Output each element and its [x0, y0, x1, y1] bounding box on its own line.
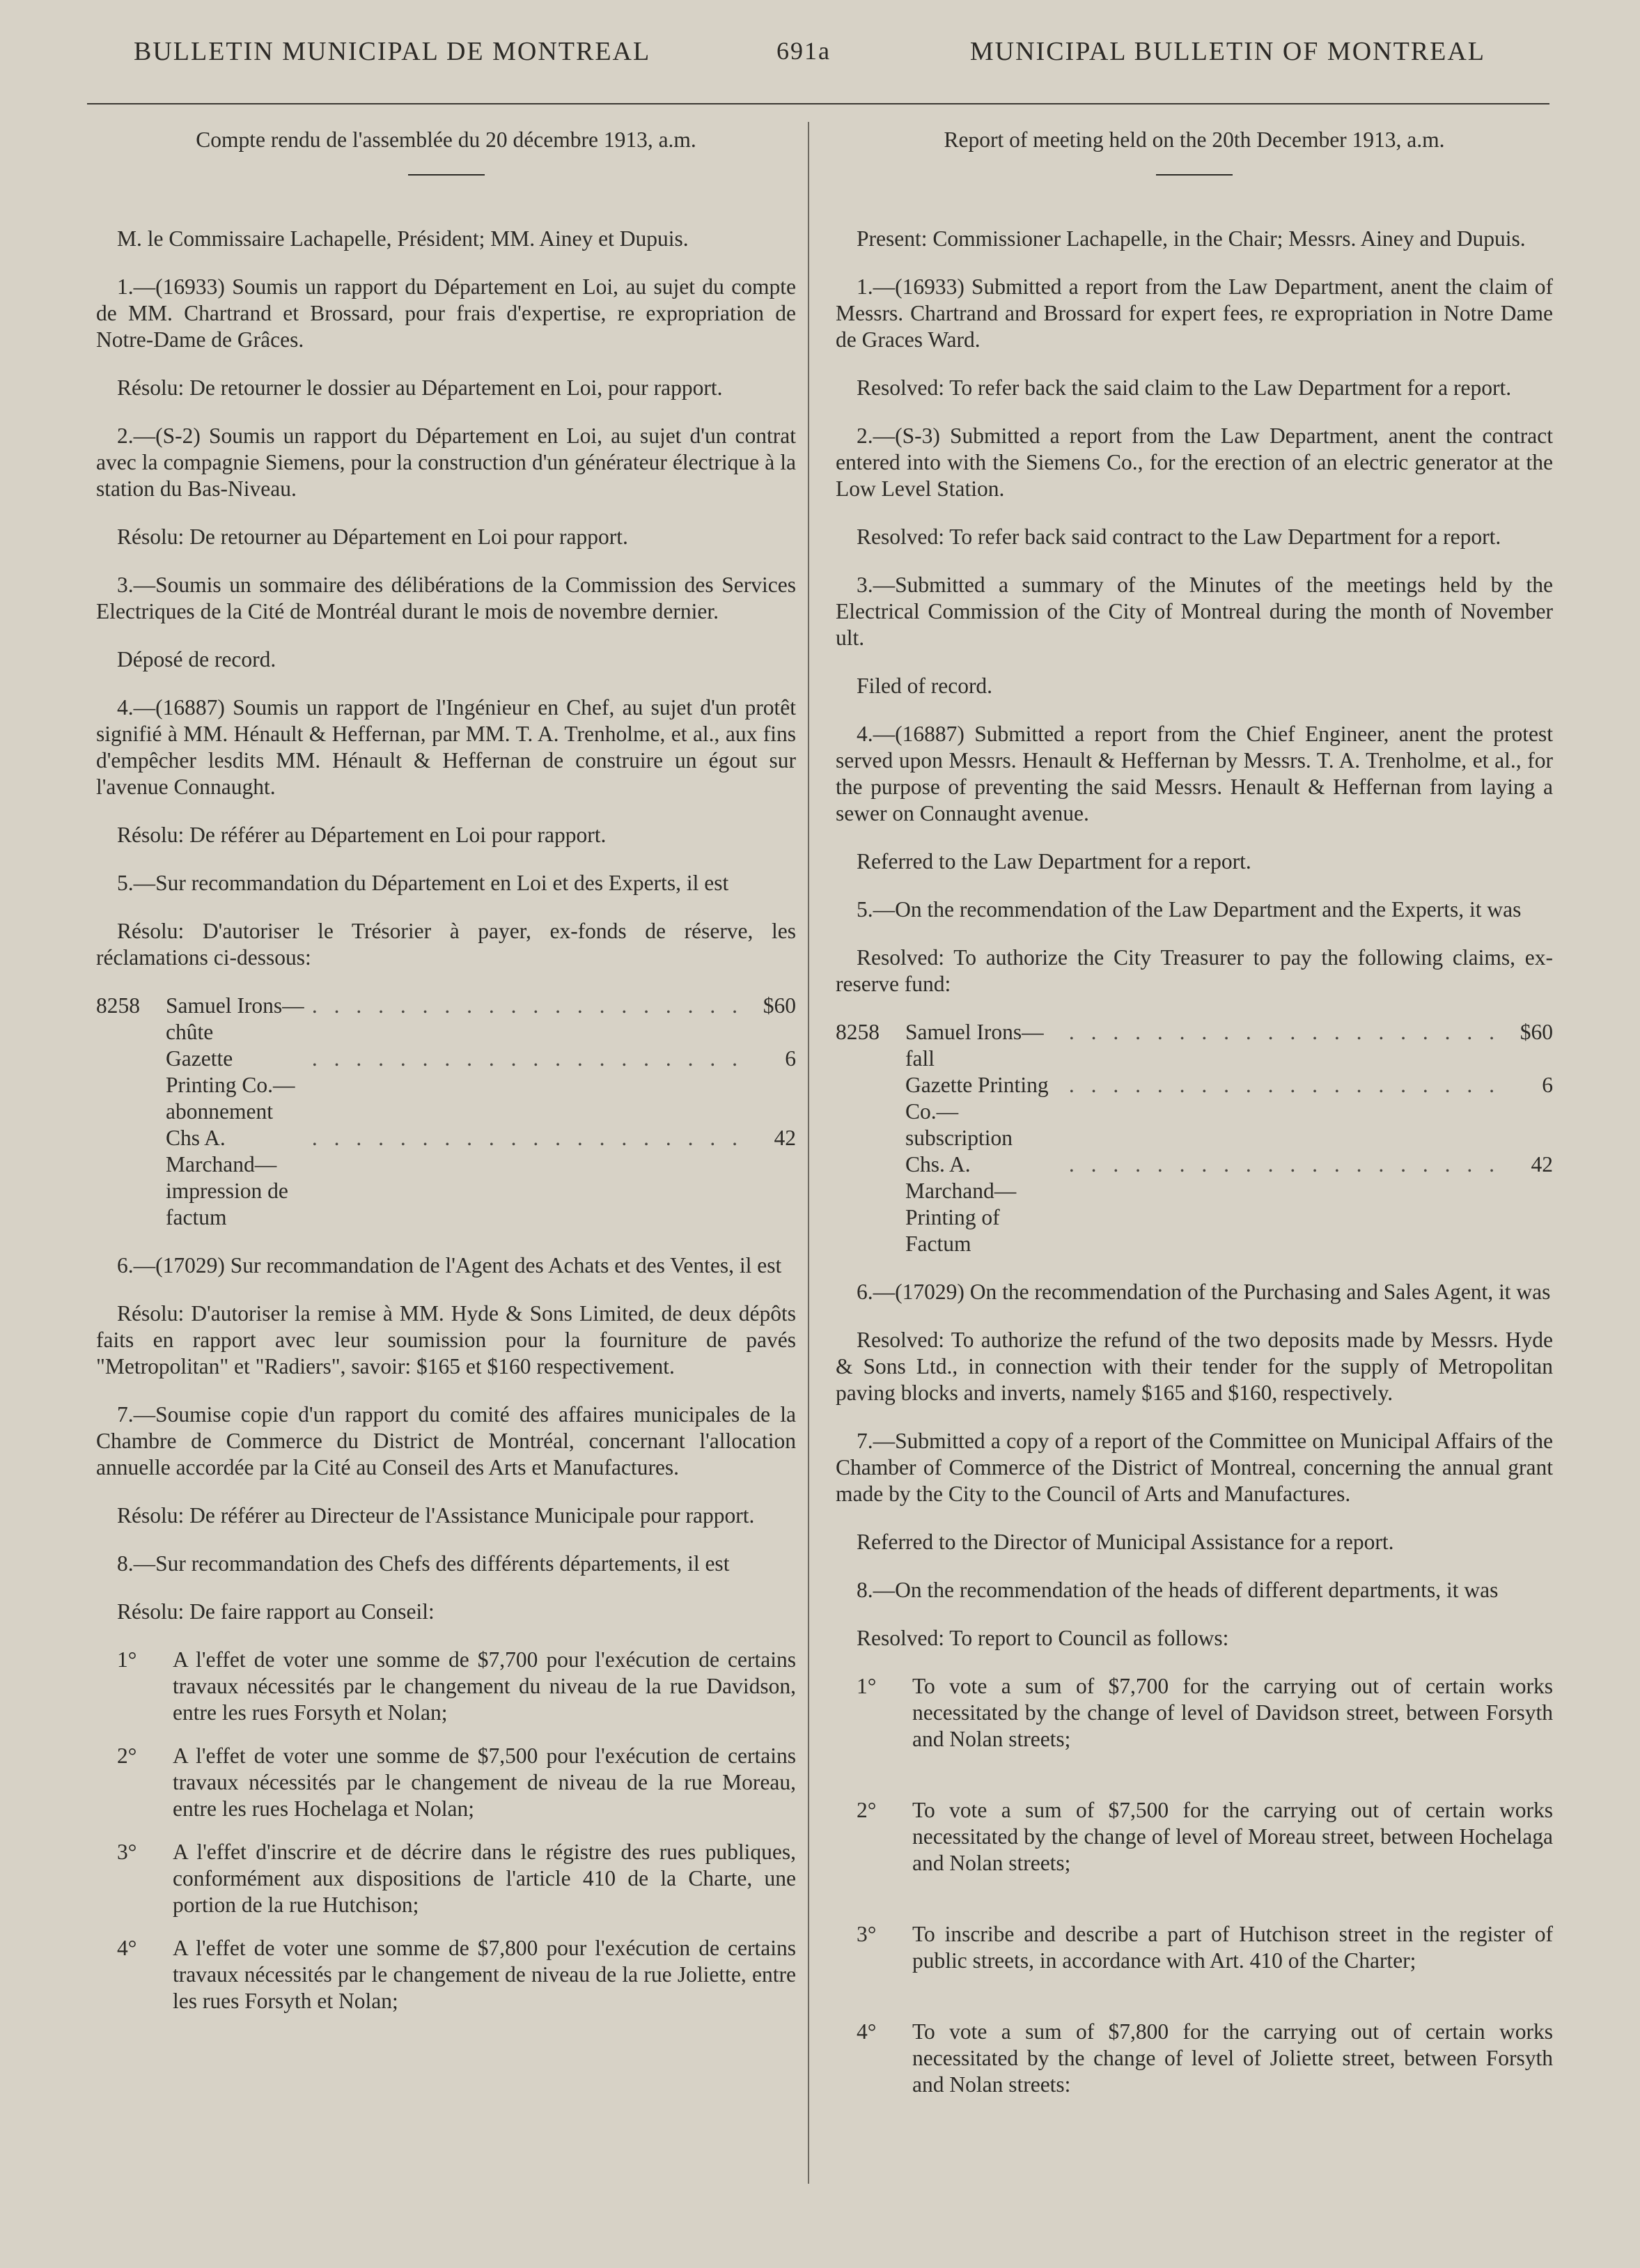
leader-dots: . . . . . . . . . . . . . . . . . . . .: [311, 993, 743, 1018]
en-resolution-8: Resolved: To report to Council as follows:: [857, 1626, 1229, 1650]
fr-item-6: 6.—(17029) Sur recommandation de l'Agent des Achats et des Ventes, il est: [117, 1253, 782, 1277]
en-council-item-number: 1°: [857, 1674, 877, 1698]
en-item-4: 4.—(16887) Submitted a report from the Chief Engineer, anent the protest served upon Messrs. Henault & Heffernan by Messrs. T. A. Trenholme, et al., for the purpose of preventing the said Messrs. Henault & Heffernan from laying a sewer on Connaught avenue.: [836, 722, 1553, 825]
fr-claim-text: Samuel Irons—chûte: [166, 993, 304, 1044]
en-council-item: [836, 1921, 1553, 1974]
en-item-6: 6.—(17029) On the recommendation of the Purchasing and Sales Agent, it was: [857, 1280, 1551, 1304]
fr-resolution-8: Résolu: De faire rapport au Conseil:: [117, 1599, 435, 1624]
fr-claim-amount: 42: [774, 1126, 796, 1150]
fr-meeting-title: Compte rendu de l'assemblée du 20 décembre 1913, a.m.: [196, 127, 696, 152]
en-council-item-text: To vote a sum of $7,700 for the carrying out of certain works necessitated by the change of level of Davidson street, between Forsyth and Nolan streets;: [912, 1674, 1553, 1751]
en-resolution-5: Resolved: To authorize the City Treasurer to pay the following claims, ex-reserve fund:: [836, 945, 1553, 996]
en-council-item: [836, 1673, 1553, 1753]
fr-claim-text: Gazette Printing Co.—abonnement: [166, 1046, 295, 1124]
en-resolution-7: Referred to the Director of Municipal Assistance for a report.: [857, 1530, 1394, 1554]
en-item-1: 1.—(16933) Submitted a report from the Law Department, anent the claim of Messrs. Chartrand and Brossard for expert fees, re expropriation in Notre Dame de Graces Ward.: [836, 274, 1553, 352]
en-council-item-number: 4°: [857, 2019, 877, 2044]
fr-resolution-6: Résolu: D'autoriser la remise à MM. Hyde & Sons Limited, de deux dépôts faits en rapport avec leur soumission pour la fourniture de pavés "Metropolitan" et "Radiers", savoir: $165 et $160 respectivement.: [96, 1301, 796, 1378]
fr-claim-row: [96, 993, 796, 1046]
column-divider: [808, 122, 809, 2184]
leader-dots: . . . . . . . . . . . . . . . . . . . .: [1068, 1020, 1500, 1044]
fr-resolution-4: Résolu: De référer au Département en Loi pour rapport.: [117, 823, 607, 847]
en-council-item-number: 2°: [857, 1798, 877, 1822]
fr-resolution-5: Résolu: D'autoriser le Trésorier à payer, ex-fonds de réserve, les réclamations ci-dessous:: [96, 919, 796, 970]
en-council-item: [836, 2019, 1553, 2098]
en-claim-text: Chs. A. Marchand—Printing of Factum: [905, 1152, 1017, 1256]
en-claim-amount: $60: [1520, 1020, 1553, 1044]
en-resolution-4: Referred to the Law Department for a report.: [857, 849, 1251, 873]
en-meeting-title: Report of meeting held on the 20th December 1913, a.m.: [944, 127, 1445, 152]
en-claim-row: [836, 1072, 1553, 1151]
french-column: [96, 127, 796, 2031]
en-council-item-text: To vote a sum of $7,500 for the carrying out of certain works necessitated by the change of level of Moreau street, between Hochelaga and Nolan streets;: [912, 1798, 1553, 1875]
en-claim-text: Samuel Irons—fall: [905, 1020, 1044, 1071]
fr-council-item: [96, 1743, 796, 1822]
en-item-2: 2.—(S-3) Submitted a report from the Law Department, anent the contract entered into with the Siemens Co., for the erection of an electric generator at the Low Level Station.: [836, 424, 1553, 501]
en-item-8: 8.—On the recommendation of the heads of different departments, it was: [857, 1578, 1499, 1602]
en-item-3: 3.—Submitted a summary of the Minutes of the meetings held by the Electrical Commission of the City of Montreal during the month of November ult.: [836, 573, 1553, 650]
fr-council-item-text: A l'effet de voter une somme de $7,500 pour l'exécution de certains travaux nécessités par le changement de niveau de la rue Moreau, entre les rues Hochelaga et Nolan;: [173, 1743, 796, 1821]
en-council-item: [836, 1797, 1553, 1877]
en-present: Present: Commissioner Lachapelle, in the Chair; Messrs. Ainey and Dupuis.: [857, 226, 1526, 251]
fr-council-item-text: A l'effet de voter une somme de $7,700 pour l'exécution de certains travaux nécessités par le changement du niveau de la rue Davidson, entre les rues Forsyth et Nolan;: [173, 1647, 796, 1725]
fr-council-item-number: 1°: [117, 1647, 137, 1672]
leader-dots: . . . . . . . . . . . . . . . . . . . .: [311, 1046, 743, 1071]
fr-council-item-text: A l'effet de voter une somme de $7,800 pour l'exécution de certains travaux nécessités par le changement de niveau de la rue Joliette, entre les rues Forsyth et Nolan;: [173, 1936, 796, 2013]
fr-council-item-number: 3°: [117, 1840, 137, 1864]
en-claim-row: [836, 1151, 1553, 1257]
fr-item-5: 5.—Sur recommandation du Département en Loi et des Experts, il est: [117, 871, 729, 895]
fr-council-item-number: 2°: [117, 1743, 137, 1768]
fr-council-item: [96, 1647, 796, 1726]
fr-item-2: 2.—(S-2) Soumis un rapport du Département en Loi, au sujet d'un contrat avec la compagnie Siemens, pour la construction d'un générateur électrique à la station du Bas-Niveau.: [96, 424, 796, 501]
english-column: [836, 127, 1553, 2143]
en-claim-amount: 6: [1542, 1073, 1553, 1097]
header-right-title: MUNICIPAL BULLETIN OF MONTREAL: [969, 37, 1485, 66]
page-number: 691a: [776, 37, 831, 65]
fr-resolution-1: Résolu: De retourner le dossier au Département en Loi, pour rapport.: [117, 375, 723, 400]
fr-item-7: 7.—Soumise copie d'un rapport du comité des affaires municipales de la Chambre de Commerce du District de Montréal, concernant l'allocation annuelle accordée par la Cité au Conseil des Arts et Manufactures.: [96, 1402, 796, 1479]
fr-claim-text: Chs A. Marchand—impression de factum: [166, 1126, 288, 1229]
fr-resolution-7: Résolu: De référer au Directeur de l'Assistance Municipale pour rapport.: [117, 1503, 755, 1528]
leader-dots: . . . . . . . . . . . . . . . . . . . .: [311, 1126, 743, 1150]
en-resolution-3: Filed of record.: [857, 674, 993, 698]
en-resolution-6: Resolved: To authorize the refund of the two deposits made by Messrs. Hyde & Sons Ltd., in connection with their tender for the supply of Metropolitan paving blocks and inverts, namely $165 and $160, respectively.: [836, 1328, 1553, 1405]
leader-dots: . . . . . . . . . . . . . . . . . . . .: [1068, 1152, 1500, 1176]
en-claim-amount: 42: [1531, 1152, 1553, 1176]
fr-claim-row: [96, 1046, 796, 1125]
en-resolution-2: Resolved: To refer back said contract to the Law Department for a report.: [857, 525, 1501, 549]
en-claims-list: [836, 1019, 1553, 1257]
en-claim-number: 8258: [836, 1020, 880, 1044]
fr-item-3: 3.—Soumis un sommaire des délibérations de la Commission des Services Electriques de la Cité de Montréal durant le mois de novembre dernier.: [96, 573, 796, 623]
header-left-title: BULLETIN MUNICIPAL DE MONTREAL: [134, 37, 651, 66]
en-item-7: 7.—Submitted a copy of a report of the Committee on Municipal Affairs of the Chamber of Commerce of the District of Montreal, concerning the annual grant made by the City to the Council of Arts and Manufactures.: [836, 1429, 1553, 1506]
fr-claim-amount: $60: [763, 993, 796, 1018]
en-council-item-text: To vote a sum of $7,800 for the carrying out of certain works necessitated by the change of level of Joliette street, between Forsyth and Nolan streets:: [912, 2019, 1553, 2097]
en-claim-text: Gazette Printing Co.—subscription: [905, 1073, 1049, 1150]
fr-claims-list: [96, 993, 796, 1231]
fr-claim-row: [96, 1125, 796, 1231]
fr-item-4: 4.—(16887) Soumis un rapport de l'Ingénieur en Chef, au sujet d'un protêt signifié à MM. Hénault & Heffernan, par MM. T. A. Trenholme, et al., aux fins d'empêcher lesdits MM. Hénault & Heffernan de construire un égout sur l'avenue Connaught.: [96, 695, 796, 799]
header-rule: [87, 103, 1549, 104]
fr-item-8: 8.—Sur recommandation des Chefs des différents départements, il est: [117, 1551, 730, 1576]
en-item-5: 5.—On the recommendation of the Law Department and the Experts, it was: [857, 897, 1522, 922]
fr-claim-number: 8258: [96, 993, 140, 1018]
en-council-item-text: To inscribe and describe a part of Hutchison street in the register of public streets, in accordance with Art. 410 of the Charter;: [912, 1922, 1553, 1973]
en-council-item-number: 3°: [857, 1922, 877, 1946]
fr-council-item-text: A l'effet d'inscrire et de décrire dans le régistre des rues publiques, conformément aux dispositions de l'article 410 de la Charte, une portion de la rue Hutchison;: [173, 1840, 796, 1917]
fr-resolution-2: Résolu: De retourner au Département en Loi pour rapport.: [117, 525, 628, 549]
fr-title-rule: [408, 174, 485, 176]
fr-claim-amount: 6: [785, 1046, 796, 1071]
en-title-rule: [1156, 174, 1233, 176]
en-claim-row: [836, 1019, 1553, 1072]
fr-council-item: [96, 1935, 796, 2014]
fr-council-item-number: 4°: [117, 1936, 137, 1960]
en-resolution-1: Resolved: To refer back the said claim to the Law Department for a report.: [857, 375, 1512, 400]
fr-present: M. le Commissaire Lachapelle, Président; MM. Ainey et Dupuis.: [117, 226, 689, 251]
leader-dots: . . . . . . . . . . . . . . . . . . . .: [1068, 1073, 1500, 1097]
fr-item-1: 1.—(16933) Soumis un rapport du Département en Loi, au sujet du compte de MM. Chartrand et Brossard, pour frais d'expertise, re expropriation de Notre-Dame de Grâces.: [96, 274, 796, 352]
fr-resolution-3: Déposé de record.: [117, 647, 276, 671]
fr-council-item: [96, 1839, 796, 1918]
